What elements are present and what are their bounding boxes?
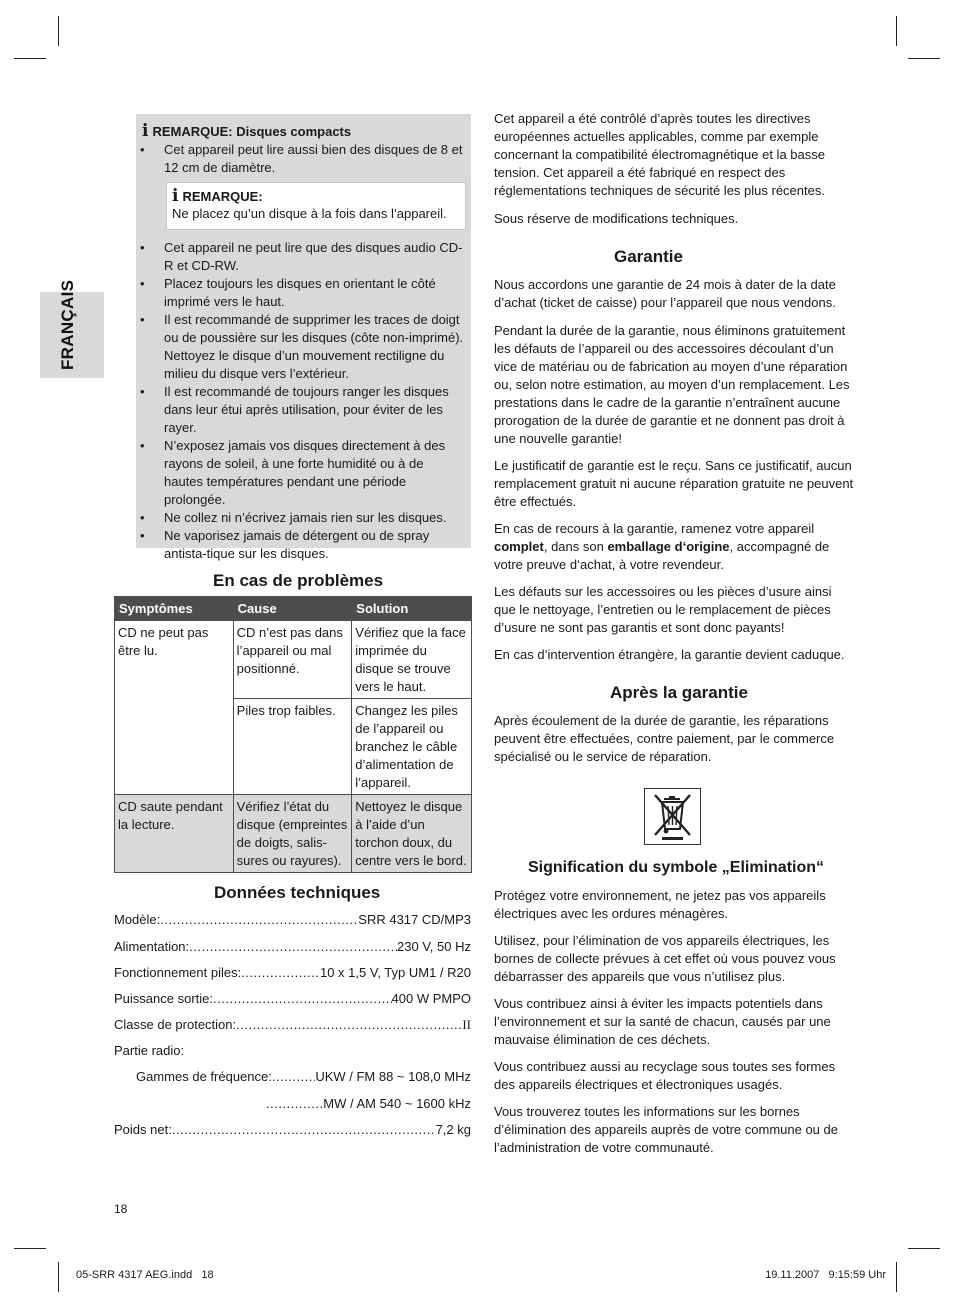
- symbol-paragraph: Vous contribuez ainsi à éviter les impacts potentiels dans l’environnement et sur la santé de chacun, causés par une mauvaise élimination de ces déchets.: [494, 996, 831, 1047]
- after-warranty-paragraph: Après écoulement de la durée de garantie, les réparations peuvent être effectuées, contre paiement, par le commerce spécialisé ou le service de réparation.: [494, 713, 835, 764]
- table-cell: CD ne peut pas être lu.: [115, 621, 234, 795]
- spec-row-frequency: Gammes de fréquence: ..... UKW / FM 88 ~ 108,0 MHz: [136, 1068, 471, 1086]
- symbol-paragraph: Utilisez, pour l’élimination de vos appareils électriques, les bornes de collecte prévues à cet effet où vous pouvez vous débarrasser des appareils que vous n’utilisez plus.: [494, 933, 836, 984]
- crop-mark: [908, 1248, 940, 1249]
- inner-note-text: Ne placez qu’un disque à la fois dans l’appareil.: [172, 206, 447, 221]
- spec-row-frequency-am: ..... MW / AM 540 ~ 1600 kHz: [266, 1095, 471, 1113]
- problems-table: [114, 596, 472, 873]
- crop-mark: [14, 58, 46, 59]
- spec-row-protection: Classe de protection: ..... II: [114, 1016, 471, 1034]
- problems-heading: En cas de problèmes: [213, 571, 384, 590]
- table-cell: Vérifiez que la face imprimée du disque se trouve vers le haut.: [352, 621, 472, 699]
- table-cell: CD saute pendant la lecture.: [115, 795, 234, 873]
- list-item: • Ne vaporisez jamais de détergent ou de spray antista-tique sur les disques.: [136, 527, 466, 563]
- language-tab: [40, 279, 104, 378]
- crop-mark: [896, 16, 897, 46]
- info-icon: i: [142, 121, 149, 141]
- symbol-heading: Signification du symbole „Elimination“: [528, 859, 825, 876]
- column-header-symptoms: Symptômes: [115, 597, 234, 621]
- list-item: • Cet appareil ne peut lire que des disques audio CD-R et CD-RW.: [136, 239, 466, 275]
- list-item: • Placez toujours les disques en orientant le côté imprimé vers le haut.: [136, 275, 466, 311]
- list-item: • Il est recommandé de toujours ranger les disques dans leur étui après utilisation, pour éviter de les rayer.: [136, 383, 466, 437]
- list-item: • Ne collez ni n’écrivez jamais rien sur les disques.: [136, 509, 466, 527]
- garantie-heading: Garantie: [614, 247, 683, 266]
- inner-note: [166, 182, 466, 230]
- note-list: [136, 239, 466, 563]
- weee-bin-icon: [644, 788, 701, 845]
- table-cell: Vérifiez l’état du disque (empreintes de doigts, salis-sures ou rayures).: [233, 795, 352, 873]
- specs-heading: Données techniques: [214, 883, 381, 902]
- garantie-paragraph: Pendant la durée de la garantie, nous éliminons gratuitement les défauts de l’appareil ou des accessoires découlant d’un vice de matériau ou de fabrication au moyen d’une réparation ou, selon notre estimation, au moyen d’un remplacement. Les prestations dans le cadre de la garantie n’entraînent aucune prorogation de la durée de garantie et ne donnent pas droit à une nouvelle garantie!: [494, 323, 850, 446]
- table-cell: Piles trop faibles.: [233, 699, 352, 795]
- garantie-paragraph: En cas de recours à la garantie, ramenez votre appareil complet, dans son emballage d‘origine, accompagné de votre preuve d‘achat, à votre revendeur.: [494, 521, 830, 572]
- spec-row-model: Modèle: ..... SRR 4317 CD/MP3: [114, 911, 471, 929]
- spec-row-battery: Fonctionnement piles: ..... 10 x 1,5 V, Typ UM1 / R20: [114, 964, 471, 982]
- column-header-cause: Cause: [233, 597, 352, 621]
- list-item: • Cet appareil peut lire aussi bien des disques de 8 et 12 cm de diamètre.: [136, 141, 466, 177]
- table-cell: CD n’est pas dans l’appareil ou mal positionné.: [233, 621, 352, 699]
- language-tab-label: FRANÇAIS: [58, 279, 77, 370]
- crop-mark: [58, 1262, 59, 1292]
- list-item: • N’exposez jamais vos disques directement à des rayons de soleil, à une forte humidité ou à de hautes températures pendant une période prolongée.: [136, 437, 466, 509]
- footer-file-info: 05-SRR 4317 AEG.indd 18: [76, 1269, 214, 1281]
- garantie-paragraph: Le justificatif de garantie est le reçu. Sans ce justificatif, aucun remplacement gratuit ni aucune réparation gratuite ne peuvent être effectués.: [494, 458, 854, 509]
- symbol-paragraph: Protégez votre environnement, ne jetez pas vos appareils électriques avec les ordures ménagères.: [494, 888, 826, 921]
- symbol-paragraph: Vous trouverez toutes les informations sur les bornes d’élimination des appareils auprès de votre commune ou de l’administration de votre communauté.: [494, 1104, 838, 1155]
- info-icon: i: [172, 186, 179, 206]
- crop-mark: [58, 16, 59, 46]
- symbol-paragraph: Vous contribuez aussi au recyclage sous toutes ses formes des appareils électriques et électroniques usagés.: [494, 1059, 836, 1092]
- note-first-list: [136, 141, 466, 177]
- garantie-paragraph: Les défauts sur les accessoires ou les pièces d’usure ainsi que le nettoyage, l’entretien ou le remplacement de pièces d’usure ne sont pas garantis et sont donc payants!: [494, 584, 832, 635]
- after-warranty-heading: Après la garantie: [610, 683, 748, 702]
- inner-note-title: REMARQUE:: [182, 189, 263, 204]
- crop-mark: [14, 1248, 46, 1249]
- page-number: 18: [114, 1202, 128, 1216]
- spec-row-power: Alimentation: ..... 230 V, 50 Hz: [114, 938, 471, 956]
- garantie-paragraph: En cas d’intervention étrangère, la garantie devient caduque.: [494, 647, 845, 662]
- table-row: [115, 621, 472, 699]
- garantie-paragraph: Nous accordons une garantie de 24 mois à dater de la date d’achat (ticket de caisse) pour l’appareil que nous vendons.: [494, 277, 836, 310]
- spec-radio-label: Partie radio:: [114, 1043, 185, 1058]
- crop-mark: [896, 1262, 897, 1292]
- footer-timestamp: 19.11.2007 9:15:59 Uhr: [765, 1269, 886, 1281]
- list-item: • Il est recommandé de supprimer les traces de doigt ou de poussière sur les disques (côte non-imprimé). Nettoyez le disque d’un mouvement rectiligne du milieu du disque vers l’extérieur.: [136, 311, 466, 383]
- column-header-solution: Solution: [352, 597, 472, 621]
- crop-mark: [908, 58, 940, 59]
- spec-row-weight: Poids net: ..... 7,2 kg: [114, 1121, 471, 1139]
- intro-paragraph: Cet appareil a été contrôlé d’après toutes les directives européennes actuelles applicables, comme par exemple concernant la compatibilité électromagnétique et la basse tension. Cet appareil a été fabriqué en respect des réglementations techniques de sécurité les plus récentes.: [494, 111, 825, 198]
- spec-row-output: Puissance sortie: ..... 400 W PMPO: [114, 990, 471, 1008]
- note-title: i REMARQUE: Disques compacts: [142, 121, 352, 141]
- table-cell: Nettoyez le disque à l’aide d’un torchon doux, du centre vers le bord.: [352, 795, 472, 873]
- intro-note: Sous réserve de modifications techniques.: [494, 211, 739, 226]
- table-cell: Changez les piles de l’appareil ou branchez le câble d’alimentation de l’appareil.: [352, 699, 472, 795]
- table-row: [115, 795, 472, 873]
